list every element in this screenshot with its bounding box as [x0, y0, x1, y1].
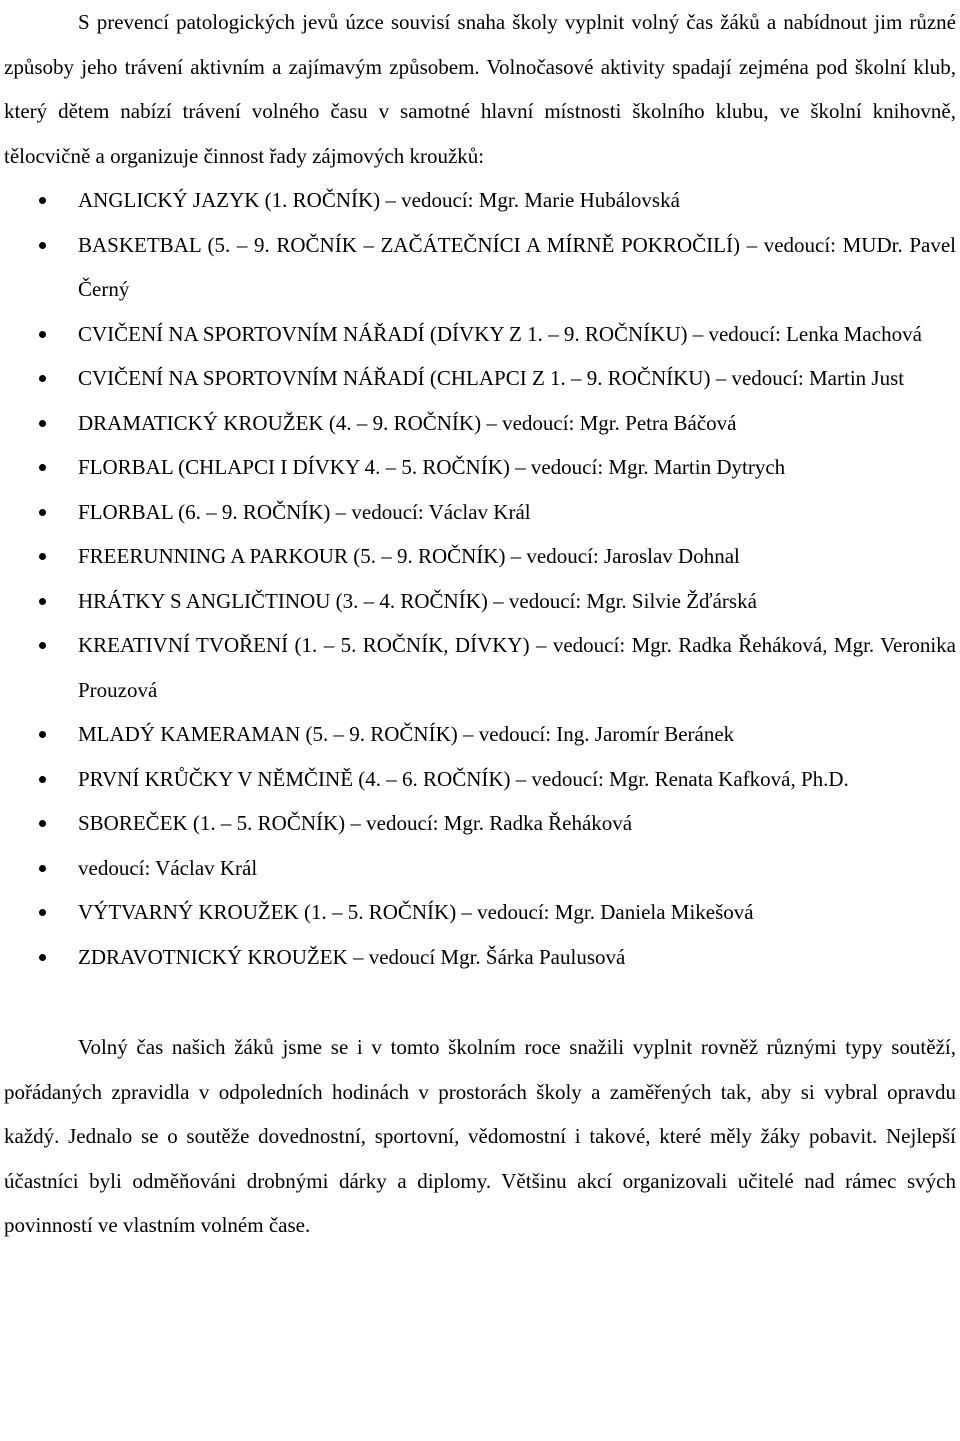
- intro-paragraph: [4, 0, 956, 178]
- clubs-list: [4, 178, 956, 979]
- list-item: BASKETBAL (5. – 9. ROČNÍK – ZAČÁTEČNÍCI A MÍRNĚ POKROČILÍ) – vedoucí: MUDr. Pavel Černý: [4, 223, 956, 312]
- list-item: PRVNÍ KRŮČKY V NĚMČINĚ (4. – 6. ROČNÍK) – vedoucí: Mgr. Renata Kafková, Ph.D.: [4, 757, 956, 802]
- bullet-icon: [39, 954, 46, 961]
- list-item: vedoucí: Václav Král: [4, 846, 956, 891]
- list-item: KREATIVNÍ TVOŘENÍ (1. – 5. ROČNÍK, DÍVKY) – vedoucí: Mgr. Radka Řeháková, Mgr. Veronika Prouzová: [4, 623, 956, 712]
- closing-text: Volný čas našich žáků jsme se i v tomto školním roce snažili vyplnit rovněž různými typy soutěží, pořádaných zpravidla v odpoledních hodinách v prostorách školy a zaměřených tak, aby si vybral opravdu každý. Jednalo se o soutěže dovednostní, sportovní, vědomostní i takové, které měly žáky pobavit. Nejlepší účastníci byli odměňováni drobnými dárky a diplomy. Většinu akcí organizovali učitelé nad rámec svých povinností ve vlastním volném čase.: [4, 1035, 956, 1237]
- list-item: CVIČENÍ NA SPORTOVNÍM NÁŘADÍ (DÍVKY Z 1. – 9. ROČNÍKU) – vedoucí: Lenka Machová: [4, 312, 956, 357]
- bullet-icon: [39, 909, 46, 916]
- bullet-icon: [39, 642, 46, 649]
- list-item: MLADÝ KAMERAMAN (5. – 9. ROČNÍK) – vedoucí: Ing. Jaromír Beránek: [4, 712, 956, 757]
- spacer: [4, 979, 956, 1025]
- list-item: SBOREČEK (1. – 5. ROČNÍK) – vedoucí: Mgr. Radka Řeháková: [4, 801, 956, 846]
- bullet-icon: [39, 553, 46, 560]
- bullet-icon: [39, 242, 46, 249]
- document-page: [4, 0, 956, 1248]
- bullet-icon: [39, 820, 46, 827]
- list-item: FREERUNNING A PARKOUR (5. – 9. ROČNÍK) – vedoucí: Jaroslav Dohnal: [4, 534, 956, 579]
- list-item: ZDRAVOTNICKÝ KROUŽEK – vedoucí Mgr. Šárka Paulusová: [4, 935, 956, 980]
- list-item: FLORBAL (6. – 9. ROČNÍK) – vedoucí: Václav Král: [4, 490, 956, 535]
- bullet-icon: [39, 464, 46, 471]
- list-item: CVIČENÍ NA SPORTOVNÍM NÁŘADÍ (CHLAPCI Z 1. – 9. ROČNÍKU) – vedoucí: Martin Just: [4, 356, 956, 401]
- list-item: DRAMATICKÝ KROUŽEK (4. – 9. ROČNÍK) – vedoucí: Mgr. Petra Báčová: [4, 401, 956, 446]
- bullet-icon: [39, 598, 46, 605]
- bullet-icon: [39, 197, 46, 204]
- list-item: VÝTVARNÝ KROUŽEK (1. – 5. ROČNÍK) – vedoucí: Mgr. Daniela Mikešová: [4, 890, 956, 935]
- list-item: ANGLICKÝ JAZYK (1. ROČNÍK) – vedoucí: Mgr. Marie Hubálovská: [4, 178, 956, 223]
- bullet-icon: [39, 331, 46, 338]
- bullet-icon: [39, 865, 46, 872]
- bullet-icon: [39, 731, 46, 738]
- bullet-icon: [39, 509, 46, 516]
- bullet-icon: [39, 776, 46, 783]
- list-item: HRÁTKY S ANGLIČTINOU (3. – 4. ROČNÍK) – vedoucí: Mgr. Silvie Žďárská: [4, 579, 956, 624]
- bullet-icon: [39, 375, 46, 382]
- list-item: FLORBAL (CHLAPCI I DÍVKY 4. – 5. ROČNÍK) – vedoucí: Mgr. Martin Dytrych: [4, 445, 956, 490]
- closing-paragraph: [4, 1025, 956, 1248]
- intro-text: S prevencí patologických jevů úzce souvisí snaha školy vyplnit volný čas žáků a nabídnout jim různé způsoby jeho trávení aktivním a zajímavým způsobem. Volnočasové aktivity spadají zejména pod školní klub, který dětem nabízí trávení volného času v samotné hlavní místnosti školního klubu, ve školní knihovně, tělocvičně a organizuje činnost řady zájmových kroužků:: [4, 10, 956, 168]
- bullet-icon: [39, 420, 46, 427]
